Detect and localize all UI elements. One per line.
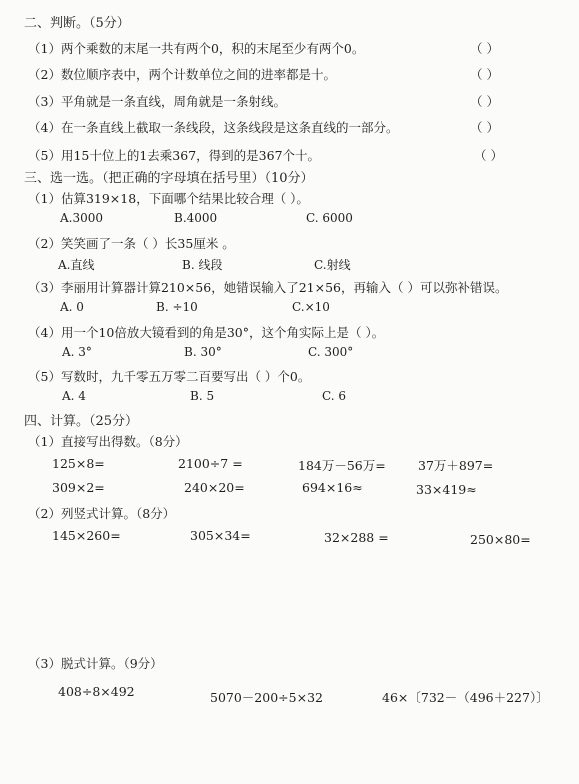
choose-question-2: （2）笑笑画了一条（ ）长35厘米 。 — [28, 236, 235, 251]
choose-q2-option-c[interactable]: C.射线 — [314, 258, 351, 272]
step-calc-item: 408÷8×492 — [58, 684, 135, 699]
judge-answer-paren-3[interactable]: （ ） — [470, 94, 499, 109]
judge-item-4: （4）在一条直线上截取一条线段，这条线段是这条直线的一部分。 — [28, 120, 399, 135]
choose-q5-option-c[interactable]: C. 6 — [322, 389, 347, 403]
judge-answer-paren-1[interactable]: （ ） — [470, 41, 499, 56]
judge-answer-paren-4[interactable]: （ ） — [470, 120, 499, 135]
choose-q2-option-b[interactable]: B. 线段 — [182, 258, 223, 272]
oral-calc-item: 125×8= — [52, 456, 105, 471]
step-calc-item: 5070－200÷5×32 — [210, 690, 323, 705]
judge-item-3: （3）平角就是一条直线，周角就是一条射线。 — [28, 94, 286, 109]
choose-q3-option-c[interactable]: C.×10 — [292, 300, 330, 314]
choose-question-1: （1）估算319×18，下面哪个结果比较合理（ ）。 — [28, 191, 309, 206]
choose-q1-option-b[interactable]: B.4000 — [174, 211, 218, 225]
judge-item-2: （2）数位顺序表中，两个计数单位之间的进率都是十。 — [28, 67, 336, 82]
oral-calc-item: 240×20= — [184, 480, 245, 495]
choose-q1-option-c[interactable]: C. 6000 — [306, 211, 353, 225]
oral-calc-item: 37万＋897= — [418, 458, 494, 473]
compute-part2-title: （2）列竖式计算。（8分） — [28, 506, 176, 521]
choose-q4-option-a[interactable]: A. 3° — [62, 345, 92, 359]
oral-calc-item: 2100÷7 = — [178, 456, 243, 471]
vertical-calc-item: 305×34= — [190, 528, 251, 543]
step-calc-item: 46×〔732－（496＋227）〕 — [382, 690, 549, 705]
compute-part1-title: （1）直接写出得数。（8分） — [28, 434, 188, 449]
oral-calc-item: 694×16≈ — [302, 480, 363, 495]
judge-item-1: （1）两个乘数的末尾一共有两个0，积的末尾至少有两个0。 — [28, 41, 365, 56]
judge-item-5: （5）用15十位上的1去乘367，得到的是367个十。 — [28, 148, 321, 163]
compute-section-header: 四、计算。（25分） — [24, 414, 139, 429]
vertical-calc-item: 250×80= — [470, 532, 531, 547]
judge-section-header: 二、判断。（5分） — [24, 16, 130, 31]
oral-calc-item: 309×2= — [52, 480, 105, 495]
choose-section-header: 三、选一选。（把正确的字母填在括号里）（10分） — [24, 171, 314, 186]
choose-question-3: （3）李丽用计算器计算210×56，她错误输入了21×56，再输入（ ）可以弥补错误。 — [28, 280, 508, 295]
choose-q4-option-c[interactable]: C. 300° — [308, 345, 354, 359]
vertical-calc-item: 32×288 = — [324, 530, 389, 545]
choose-q2-option-a[interactable]: A.直线 — [58, 258, 95, 272]
choose-q3-option-b[interactable]: B. ÷10 — [156, 300, 198, 314]
choose-q4-option-b[interactable]: B. 30° — [184, 345, 222, 359]
choose-q5-option-b[interactable]: B. 5 — [190, 389, 215, 403]
oral-calc-item: 33×419≈ — [416, 482, 477, 497]
judge-answer-paren-5[interactable]: （ ） — [474, 148, 503, 163]
judge-answer-paren-2[interactable]: （ ） — [470, 67, 499, 82]
compute-part3-title: （3）脱式计算。（9分） — [28, 656, 163, 671]
choose-question-4: （4）用一个10倍放大镜看到的角是30°，这个角实际上是（ ）。 — [28, 325, 385, 340]
choose-q3-option-a[interactable]: A. 0 — [60, 300, 84, 314]
choose-question-5: （5）写数时，九千零五万零二百要写出（ ）个0。 — [28, 369, 311, 384]
choose-q5-option-a[interactable]: A. 4 — [62, 389, 86, 403]
choose-q1-option-a[interactable]: A.3000 — [60, 211, 104, 225]
vertical-calc-item: 145×260= — [52, 528, 121, 543]
oral-calc-item: 184万－56万= — [298, 458, 386, 473]
